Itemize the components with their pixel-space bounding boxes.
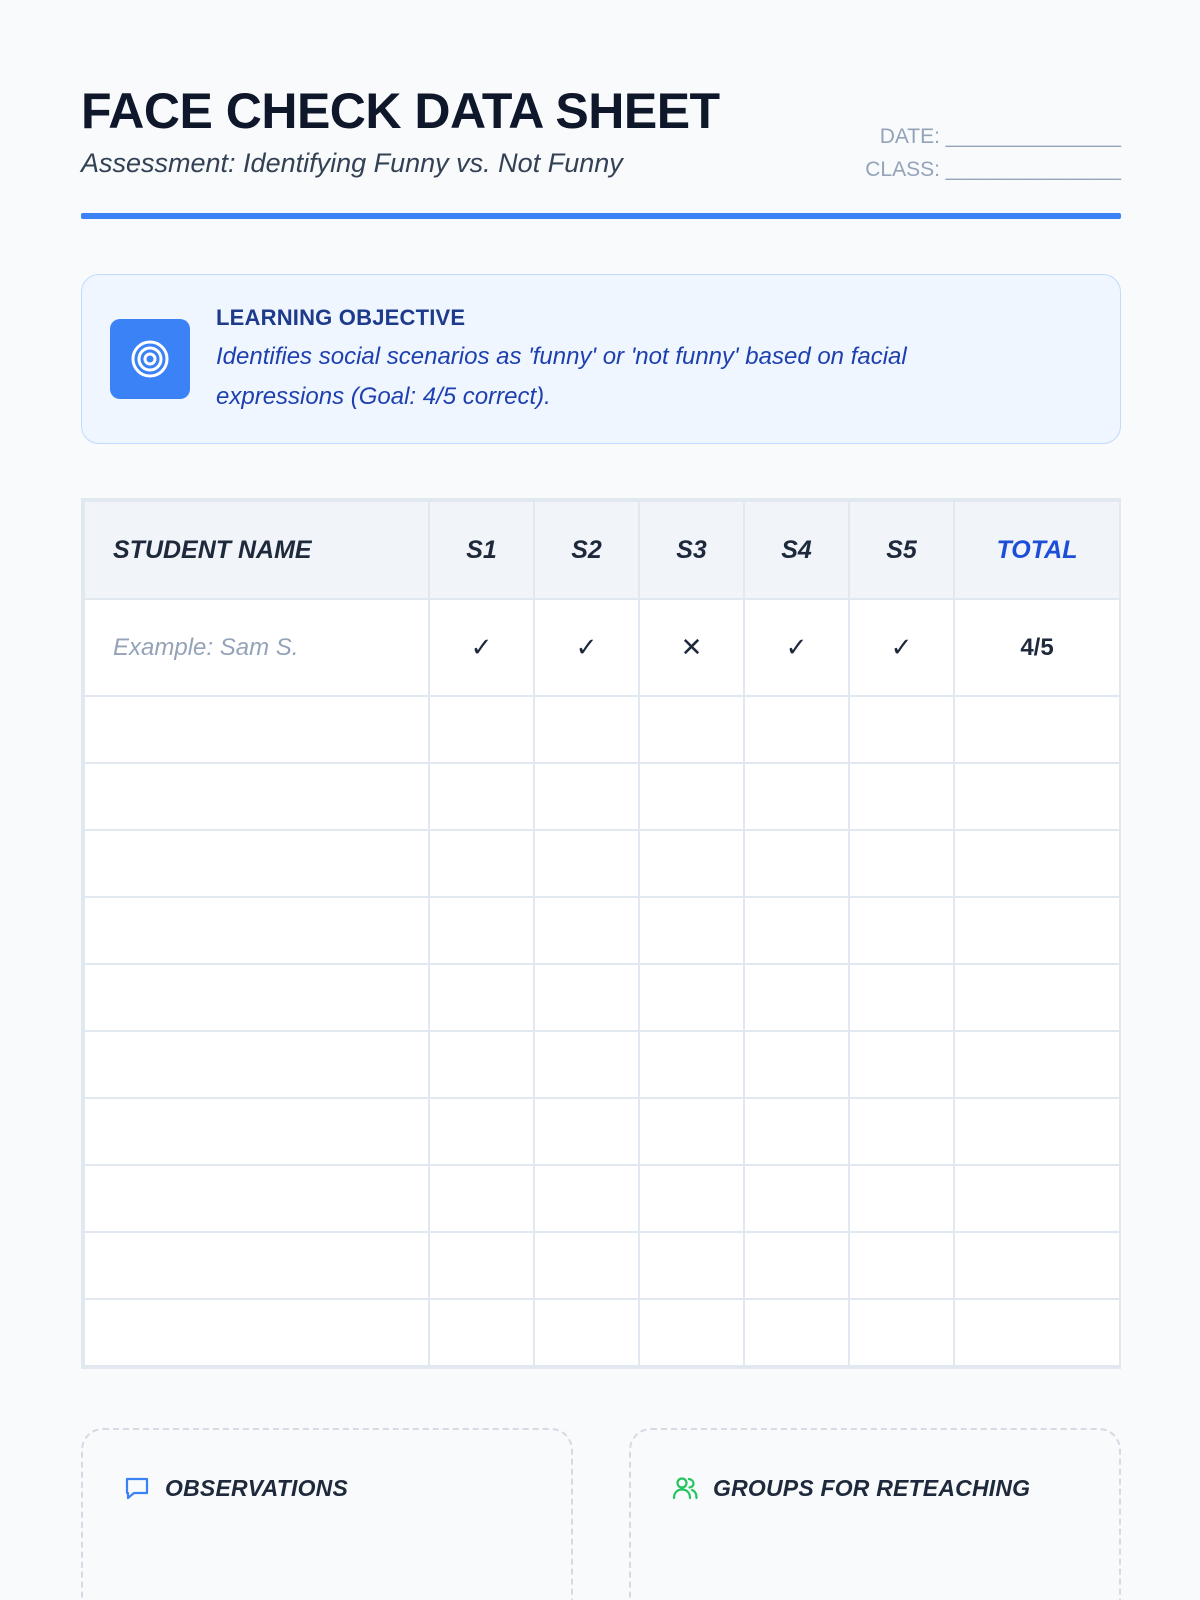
date-field[interactable]: DATE: _______________	[879, 125, 1121, 148]
student-name-cell[interactable]	[84, 763, 429, 830]
score-cell[interactable]	[849, 1031, 954, 1098]
student-name-cell[interactable]	[84, 1165, 429, 1232]
observations-box[interactable]	[81, 1428, 573, 1600]
score-cell[interactable]	[639, 964, 744, 1031]
score-cell[interactable]	[744, 1165, 849, 1232]
score-cell[interactable]	[429, 897, 534, 964]
score-cell[interactable]	[429, 763, 534, 830]
score-cell[interactable]	[534, 1031, 639, 1098]
table-row	[84, 964, 1120, 1031]
student-name-cell[interactable]	[84, 1031, 429, 1098]
score-cell[interactable]	[849, 763, 954, 830]
score-cell[interactable]	[429, 1098, 534, 1165]
data-table	[81, 498, 1121, 1369]
score-cell[interactable]	[639, 763, 744, 830]
table-row	[84, 1098, 1120, 1165]
header-s2: S2	[534, 501, 639, 599]
score-cell[interactable]	[639, 1031, 744, 1098]
page-title: FACE CHECK DATA SHEET	[81, 83, 720, 139]
score-cell[interactable]	[849, 1299, 954, 1366]
score-cell[interactable]	[534, 830, 639, 897]
student-name-cell[interactable]	[84, 897, 429, 964]
header-s1: S1	[429, 501, 534, 599]
score-cell[interactable]	[639, 1299, 744, 1366]
score-cell[interactable]	[429, 964, 534, 1031]
score-cell[interactable]	[744, 1232, 849, 1299]
score-cell[interactable]	[639, 1232, 744, 1299]
score-cell[interactable]	[744, 897, 849, 964]
score-cell[interactable]	[744, 830, 849, 897]
score-cell[interactable]	[429, 696, 534, 763]
example-row	[84, 599, 1120, 696]
score-cell[interactable]	[849, 964, 954, 1031]
student-name-cell[interactable]	[84, 964, 429, 1031]
example-mark-s4: ✓	[744, 599, 849, 696]
score-cell[interactable]	[429, 830, 534, 897]
score-cell[interactable]	[534, 763, 639, 830]
score-cell[interactable]	[744, 763, 849, 830]
total-cell[interactable]	[954, 1031, 1120, 1098]
score-cell[interactable]	[849, 1098, 954, 1165]
score-cell[interactable]	[849, 1165, 954, 1232]
data-sheet-page	[81, 0, 1121, 1501]
example-mark-s1: ✓	[429, 599, 534, 696]
score-cell[interactable]	[639, 830, 744, 897]
sheet-header	[81, 0, 1121, 222]
score-cell[interactable]	[639, 696, 744, 763]
score-cell[interactable]	[744, 1098, 849, 1165]
student-name-cell[interactable]	[84, 1232, 429, 1299]
example-student-name: Example: Sam S.	[84, 599, 429, 696]
student-name-cell[interactable]	[84, 1299, 429, 1366]
table-row	[84, 897, 1120, 964]
score-cell[interactable]	[849, 696, 954, 763]
example-total: 4/5	[954, 599, 1120, 696]
header-s4: S4	[744, 501, 849, 599]
users-icon	[671, 1474, 699, 1502]
total-cell[interactable]	[954, 964, 1120, 1031]
score-cell[interactable]	[429, 1031, 534, 1098]
score-cell[interactable]	[744, 964, 849, 1031]
total-cell[interactable]	[954, 1232, 1120, 1299]
example-mark-s5: ✓	[849, 599, 954, 696]
score-cell[interactable]	[639, 1165, 744, 1232]
observations-label: OBSERVATIONS	[165, 1474, 349, 1501]
score-cell[interactable]	[744, 1031, 849, 1098]
objective-label: LEARNING OBJECTIVE	[216, 305, 466, 330]
score-cell[interactable]	[429, 1165, 534, 1232]
header-total: TOTAL	[954, 501, 1120, 599]
groups-label: GROUPS FOR RETEACHING	[713, 1474, 1031, 1501]
objective-text: Identifies social scenarios as 'funny' or 'not funny' based on facial expressions (Goal: 4/5 correct).	[216, 343, 907, 410]
meta-fields	[865, 120, 1121, 186]
table-row	[84, 696, 1120, 763]
table-row	[84, 1299, 1120, 1366]
table-row	[84, 763, 1120, 830]
score-cell[interactable]	[429, 1232, 534, 1299]
score-cell[interactable]	[744, 1299, 849, 1366]
score-cell[interactable]	[534, 964, 639, 1031]
score-cell[interactable]	[534, 1165, 639, 1232]
example-mark-s2: ✓	[534, 599, 639, 696]
page-subtitle: Assessment: Identifying Funny vs. Not Funny	[81, 148, 623, 178]
score-cell[interactable]	[744, 696, 849, 763]
groups-heading	[671, 1474, 1030, 1502]
learning-objective-card	[81, 274, 1121, 444]
total-cell[interactable]	[954, 763, 1120, 830]
student-name-cell[interactable]	[84, 830, 429, 897]
observations-heading	[123, 1474, 348, 1502]
header-s3: S3	[639, 501, 744, 599]
table-row	[84, 830, 1120, 897]
score-cell[interactable]	[534, 1098, 639, 1165]
score-cell[interactable]	[849, 830, 954, 897]
total-cell[interactable]	[954, 830, 1120, 897]
target-icon	[110, 319, 190, 399]
score-cell[interactable]	[534, 1232, 639, 1299]
header-student-name: STUDENT NAME	[84, 501, 429, 599]
student-name-cell[interactable]	[84, 696, 429, 763]
score-cell[interactable]	[534, 696, 639, 763]
class-field[interactable]: CLASS: _______________	[865, 158, 1121, 181]
total-cell[interactable]	[954, 897, 1120, 964]
total-cell[interactable]	[954, 696, 1120, 763]
student-name-cell[interactable]	[84, 1098, 429, 1165]
score-cell[interactable]	[534, 897, 639, 964]
score-cell[interactable]	[849, 1232, 954, 1299]
table-row	[84, 1232, 1120, 1299]
chat-bubble-icon	[123, 1474, 151, 1502]
total-cell[interactable]	[954, 1299, 1120, 1366]
score-cell[interactable]	[534, 1299, 639, 1366]
score-cell[interactable]	[639, 897, 744, 964]
groups-box[interactable]	[629, 1428, 1121, 1600]
example-mark-s3: ✕	[639, 599, 744, 696]
header-s5: S5	[849, 501, 954, 599]
total-cell[interactable]	[954, 1165, 1120, 1232]
score-cell[interactable]	[639, 1098, 744, 1165]
score-cell[interactable]	[849, 897, 954, 964]
table-row	[84, 1031, 1120, 1098]
total-cell[interactable]	[954, 1098, 1120, 1165]
header-divider	[81, 213, 1121, 219]
table-row	[84, 1165, 1120, 1232]
score-cell[interactable]	[429, 1299, 534, 1366]
table-header-row	[84, 501, 1120, 599]
